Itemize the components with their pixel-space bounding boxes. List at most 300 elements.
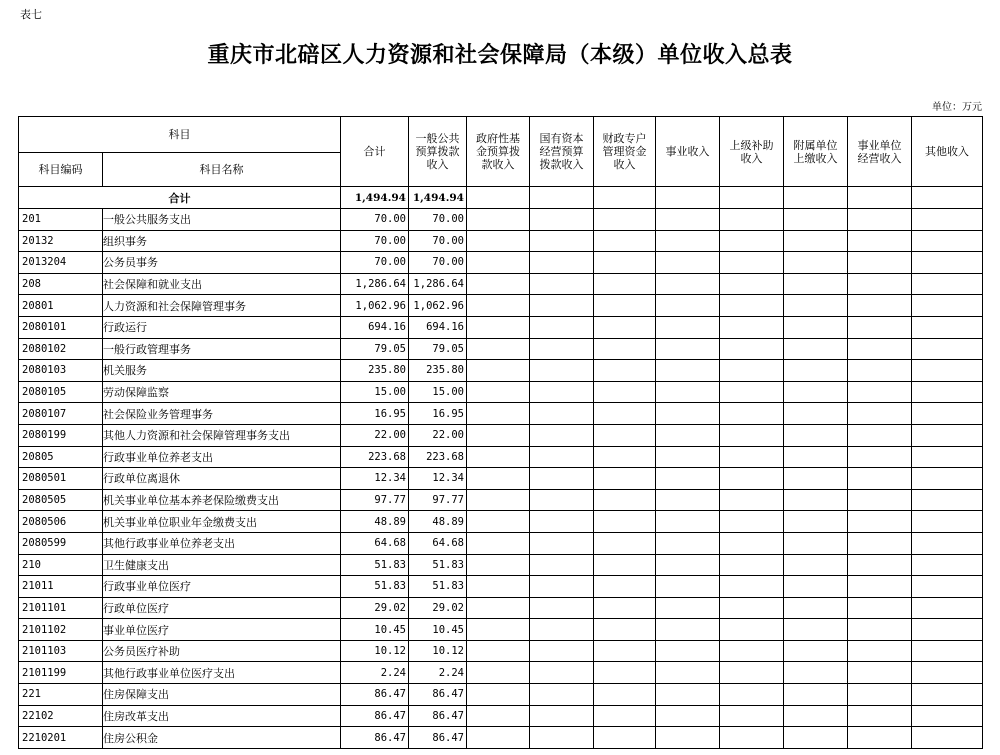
empty-cell <box>912 295 983 317</box>
empty-cell <box>720 532 784 554</box>
page-title: 重庆市北碚区人力资源和社会保障局（本级）单位收入总表 <box>207 42 793 68</box>
total-cell: 86.47 <box>341 684 409 706</box>
subject-code-cell: 201 <box>19 209 103 231</box>
empty-cell <box>594 511 656 533</box>
table-row <box>19 511 983 533</box>
empty-cell <box>594 662 656 684</box>
empty-cell <box>594 576 656 598</box>
empty-cell <box>594 360 656 382</box>
subject-code-cell: 2080599 <box>19 532 103 554</box>
empty-cell <box>720 403 784 425</box>
empty-cell <box>784 705 848 727</box>
header-affiliated-turnover: 附属单位上缴收入 <box>784 117 848 187</box>
table-row <box>19 705 983 727</box>
empty-cell <box>912 619 983 641</box>
empty-cell <box>656 511 720 533</box>
empty-cell <box>848 273 912 295</box>
total-cell: 10.12 <box>341 640 409 662</box>
empty-cell <box>530 597 594 619</box>
total-cell: 64.68 <box>341 532 409 554</box>
empty-cell <box>530 403 594 425</box>
empty-cell <box>848 295 912 317</box>
empty-cell <box>784 252 848 274</box>
subject-name-cell: 住房保障支出 <box>103 684 341 706</box>
general-budget-cell: 1,286.64 <box>409 273 467 295</box>
empty-cell <box>594 684 656 706</box>
empty-cell <box>656 532 720 554</box>
empty-cell <box>656 230 720 252</box>
general-budget-cell: 70.00 <box>409 230 467 252</box>
general-budget-cell: 51.83 <box>409 554 467 576</box>
header-subject-code: 科目编码 <box>19 153 103 187</box>
subject-code-cell: 2080107 <box>19 403 103 425</box>
empty-cell <box>848 230 912 252</box>
subject-code-cell: 22102 <box>19 705 103 727</box>
table-number-label: 表七 <box>20 8 42 21</box>
empty-cell <box>784 554 848 576</box>
empty-cell <box>784 424 848 446</box>
empty-cell <box>848 640 912 662</box>
empty-cell <box>784 684 848 706</box>
table-row <box>19 468 983 490</box>
subject-code-cell: 2080101 <box>19 316 103 338</box>
subject-code-cell: 2080102 <box>19 338 103 360</box>
subject-name-cell: 机关事业单位基本养老保险缴费支出 <box>103 489 341 511</box>
subject-code-cell: 2080105 <box>19 381 103 403</box>
empty-cell <box>912 424 983 446</box>
empty-cell <box>784 273 848 295</box>
subject-name-cell: 公务员事务 <box>103 252 341 274</box>
empty-cell <box>784 446 848 468</box>
total-cell: 10.45 <box>341 619 409 641</box>
subject-code-cell: 2080199 <box>19 424 103 446</box>
general-budget-cell: 29.02 <box>409 597 467 619</box>
total-cell: 223.68 <box>341 446 409 468</box>
empty-cell <box>784 597 848 619</box>
subject-name-cell: 机关事业单位职业年金缴费支出 <box>103 511 341 533</box>
subject-name-cell: 卫生健康支出 <box>103 554 341 576</box>
total-general-value: 1,494.94 <box>409 187 467 209</box>
total-cell: 12.34 <box>341 468 409 490</box>
general-budget-cell: 79.05 <box>409 338 467 360</box>
empty-cell <box>656 360 720 382</box>
empty-cell <box>848 705 912 727</box>
empty-cell <box>594 727 656 749</box>
subject-code-cell: 2101199 <box>19 662 103 684</box>
empty-cell <box>912 727 983 749</box>
empty-cell <box>530 295 594 317</box>
empty-cell <box>912 662 983 684</box>
empty-cell <box>656 403 720 425</box>
empty-cell <box>912 273 983 295</box>
general-budget-cell: 86.47 <box>409 705 467 727</box>
empty-cell <box>720 338 784 360</box>
general-budget-cell: 15.00 <box>409 381 467 403</box>
subject-code-cell: 2101103 <box>19 640 103 662</box>
table-row <box>19 684 983 706</box>
empty-cell <box>784 727 848 749</box>
empty-cell <box>467 295 530 317</box>
empty-cell <box>720 619 784 641</box>
empty-cell <box>656 662 720 684</box>
header-fiscal-special: 财政专户管理资金收入 <box>594 117 656 187</box>
empty-cell <box>720 446 784 468</box>
total-cell: 2.24 <box>341 662 409 684</box>
empty-cell <box>594 619 656 641</box>
empty-cell <box>467 209 530 231</box>
general-budget-cell: 12.34 <box>409 468 467 490</box>
empty-cell <box>530 727 594 749</box>
empty-cell <box>912 252 983 274</box>
empty-cell <box>530 230 594 252</box>
subject-code-cell: 2013204 <box>19 252 103 274</box>
empty-cell <box>467 424 530 446</box>
total-cell: 1,062.96 <box>341 295 409 317</box>
empty-cell <box>467 316 530 338</box>
total-label: 合计 <box>19 187 341 209</box>
empty-cell <box>720 684 784 706</box>
empty-cell <box>784 338 848 360</box>
subject-name-cell: 事业单位医疗 <box>103 619 341 641</box>
header-state-capital: 国有资本经营预算拨款收入 <box>530 117 594 187</box>
empty-cell <box>912 684 983 706</box>
general-budget-cell: 22.00 <box>409 424 467 446</box>
empty-cell <box>912 576 983 598</box>
empty-cell <box>467 230 530 252</box>
total-cell: 86.47 <box>341 727 409 749</box>
empty-cell <box>656 597 720 619</box>
table-row <box>19 252 983 274</box>
total-cell: 70.00 <box>341 230 409 252</box>
general-budget-cell: 235.80 <box>409 360 467 382</box>
subject-name-cell: 社会保险业务管理事务 <box>103 403 341 425</box>
total-cell: 79.05 <box>341 338 409 360</box>
empty-cell <box>784 662 848 684</box>
empty-cell <box>848 360 912 382</box>
table-row <box>19 576 983 598</box>
empty-cell <box>912 230 983 252</box>
empty-cell <box>530 662 594 684</box>
subject-name-cell: 行政运行 <box>103 316 341 338</box>
empty-cell <box>467 403 530 425</box>
empty-cell <box>530 489 594 511</box>
empty-cell <box>848 338 912 360</box>
general-budget-cell: 70.00 <box>409 209 467 231</box>
empty-cell <box>530 532 594 554</box>
empty-cell <box>720 554 784 576</box>
empty-cell <box>467 338 530 360</box>
empty-cell <box>848 252 912 274</box>
empty-cell <box>656 554 720 576</box>
empty-cell <box>912 446 983 468</box>
subject-code-cell: 208 <box>19 273 103 295</box>
empty-cell <box>912 489 983 511</box>
empty-cell <box>720 705 784 727</box>
empty-cell <box>594 705 656 727</box>
empty-cell <box>784 489 848 511</box>
header-other-income: 其他收入 <box>912 117 983 187</box>
empty-cell <box>530 554 594 576</box>
empty-cell <box>530 252 594 274</box>
empty-cell <box>912 316 983 338</box>
subject-name-cell: 人力资源和社会保障管理事务 <box>103 295 341 317</box>
empty-cell <box>912 338 983 360</box>
subject-name-cell: 其他人力资源和社会保障管理事务支出 <box>103 424 341 446</box>
empty-cell <box>912 532 983 554</box>
subject-name-cell: 行政单位医疗 <box>103 597 341 619</box>
general-budget-cell: 86.47 <box>409 727 467 749</box>
general-budget-cell: 223.68 <box>409 446 467 468</box>
empty-cell <box>720 511 784 533</box>
empty-cell <box>784 209 848 231</box>
empty-cell <box>594 489 656 511</box>
subject-code-cell: 221 <box>19 684 103 706</box>
subject-name-cell: 其他行政事业单位医疗支出 <box>103 662 341 684</box>
empty-cell <box>530 640 594 662</box>
empty-cell <box>530 446 594 468</box>
empty-cell <box>467 446 530 468</box>
empty-cell <box>467 252 530 274</box>
total-cell: 235.80 <box>341 360 409 382</box>
total-cell: 70.00 <box>341 252 409 274</box>
empty-cell <box>720 468 784 490</box>
table-row <box>19 446 983 468</box>
table-row <box>19 532 983 554</box>
empty-cell <box>467 662 530 684</box>
empty-cell <box>656 489 720 511</box>
subject-code-cell: 2080103 <box>19 360 103 382</box>
empty-cell <box>720 727 784 749</box>
total-cell: 29.02 <box>341 597 409 619</box>
empty-cell <box>656 424 720 446</box>
total-cell: 51.83 <box>341 554 409 576</box>
empty-cell <box>784 295 848 317</box>
income-summary-table <box>18 116 983 749</box>
empty-cell <box>594 273 656 295</box>
empty-cell <box>912 403 983 425</box>
empty-cell <box>467 273 530 295</box>
empty-cell <box>467 597 530 619</box>
empty-cell <box>656 316 720 338</box>
empty-cell <box>530 338 594 360</box>
empty-cell <box>720 360 784 382</box>
empty-cell <box>848 662 912 684</box>
empty-cell <box>530 424 594 446</box>
empty-cell <box>784 640 848 662</box>
empty-cell <box>848 316 912 338</box>
empty-cell <box>784 511 848 533</box>
general-budget-cell: 97.77 <box>409 489 467 511</box>
total-cell: 694.16 <box>341 316 409 338</box>
empty-cell <box>848 209 912 231</box>
subject-name-cell: 行政事业单位医疗 <box>103 576 341 598</box>
table-row <box>19 403 983 425</box>
empty-cell <box>912 511 983 533</box>
empty-cell <box>784 360 848 382</box>
empty-cell <box>656 640 720 662</box>
subject-code-cell: 20132 <box>19 230 103 252</box>
subject-code-cell: 21011 <box>19 576 103 598</box>
total-cell: 86.47 <box>341 705 409 727</box>
table-row <box>19 381 983 403</box>
empty-cell <box>656 468 720 490</box>
subject-name-cell: 行政单位离退休 <box>103 468 341 490</box>
empty-cell <box>467 684 530 706</box>
empty-cell <box>530 468 594 490</box>
empty-cell <box>467 727 530 749</box>
total-cell: 51.83 <box>341 576 409 598</box>
total-value: 1,494.94 <box>341 187 409 209</box>
empty-cell <box>848 424 912 446</box>
general-budget-cell: 2.24 <box>409 662 467 684</box>
table-row <box>19 273 983 295</box>
table-header <box>19 117 983 187</box>
total-cell: 48.89 <box>341 511 409 533</box>
header-total: 合计 <box>341 117 409 187</box>
empty-cell <box>784 381 848 403</box>
empty-cell <box>720 640 784 662</box>
empty-cell <box>848 381 912 403</box>
empty-cell <box>530 273 594 295</box>
empty-cell <box>784 619 848 641</box>
empty-cell <box>467 489 530 511</box>
empty-cell <box>720 576 784 598</box>
subject-code-cell: 2101101 <box>19 597 103 619</box>
empty-cell <box>594 252 656 274</box>
table-row <box>19 360 983 382</box>
table-row <box>19 619 983 641</box>
total-cell: 97.77 <box>341 489 409 511</box>
table-row <box>19 295 983 317</box>
general-budget-cell: 694.16 <box>409 316 467 338</box>
empty-cell <box>594 424 656 446</box>
empty-cell <box>467 468 530 490</box>
table-row <box>19 727 983 749</box>
table-row <box>19 338 983 360</box>
empty-cell <box>912 468 983 490</box>
empty-cell <box>848 403 912 425</box>
general-budget-cell: 64.68 <box>409 532 467 554</box>
empty-cell <box>848 727 912 749</box>
empty-cell <box>912 209 983 231</box>
subject-code-cell: 2080505 <box>19 489 103 511</box>
empty-cell <box>467 619 530 641</box>
empty-cell <box>594 554 656 576</box>
subject-name-cell: 行政事业单位养老支出 <box>103 446 341 468</box>
subject-code-cell: 20801 <box>19 295 103 317</box>
empty-cell <box>594 640 656 662</box>
empty-cell <box>467 554 530 576</box>
empty-cell <box>656 705 720 727</box>
empty-cell <box>594 209 656 231</box>
subject-name-cell: 组织事务 <box>103 230 341 252</box>
header-general-budget: 一般公共预算拨款收入 <box>409 117 467 187</box>
header-superior-subsidy: 上级补助收入 <box>720 117 784 187</box>
subject-name-cell: 住房改革支出 <box>103 705 341 727</box>
empty-cell <box>656 273 720 295</box>
empty-cell <box>467 705 530 727</box>
empty-cell <box>467 511 530 533</box>
empty-cell <box>467 360 530 382</box>
header-subject-name: 科目名称 <box>103 153 341 187</box>
general-budget-cell: 10.45 <box>409 619 467 641</box>
empty-cell <box>530 684 594 706</box>
empty-cell <box>656 576 720 598</box>
subject-code-cell: 2080501 <box>19 468 103 490</box>
header-subject: 科目 <box>19 117 341 153</box>
table-row <box>19 554 983 576</box>
empty-cell <box>594 230 656 252</box>
empty-cell <box>784 230 848 252</box>
general-budget-cell: 86.47 <box>409 684 467 706</box>
empty-cell <box>848 554 912 576</box>
empty-cell <box>720 381 784 403</box>
table-row <box>19 424 983 446</box>
empty-cell <box>720 597 784 619</box>
empty-cell <box>594 468 656 490</box>
total-row <box>19 187 983 209</box>
empty-cell <box>912 640 983 662</box>
table-body <box>19 187 983 749</box>
empty-cell <box>720 273 784 295</box>
empty-cell <box>594 403 656 425</box>
empty-cell <box>467 532 530 554</box>
subject-name-cell: 社会保障和就业支出 <box>103 273 341 295</box>
header-gov-fund: 政府性基金预算拨款收入 <box>467 117 530 187</box>
empty-cell <box>530 705 594 727</box>
subject-name-cell: 一般行政管理事务 <box>103 338 341 360</box>
empty-cell <box>467 576 530 598</box>
empty-cell <box>467 381 530 403</box>
empty-cell <box>784 403 848 425</box>
total-cell: 22.00 <box>341 424 409 446</box>
empty-cell <box>912 554 983 576</box>
empty-cell <box>594 597 656 619</box>
subject-name-cell: 机关服务 <box>103 360 341 382</box>
table-row <box>19 662 983 684</box>
empty-cell <box>656 727 720 749</box>
empty-cell <box>848 532 912 554</box>
header-operating-income: 事业单位经营收入 <box>848 117 912 187</box>
empty-cell <box>656 338 720 360</box>
empty-cell <box>720 295 784 317</box>
empty-cell <box>467 640 530 662</box>
empty-cell <box>594 532 656 554</box>
general-budget-cell: 16.95 <box>409 403 467 425</box>
table-row <box>19 230 983 252</box>
empty-cell <box>594 446 656 468</box>
empty-cell <box>720 316 784 338</box>
empty-cell <box>848 684 912 706</box>
empty-cell <box>784 468 848 490</box>
table-row <box>19 316 983 338</box>
subject-name-cell: 一般公共服务支出 <box>103 209 341 231</box>
empty-cell <box>530 360 594 382</box>
empty-cell <box>530 576 594 598</box>
subject-code-cell: 2210201 <box>19 727 103 749</box>
total-cell: 70.00 <box>341 209 409 231</box>
table-row <box>19 597 983 619</box>
empty-cell <box>720 662 784 684</box>
empty-cell <box>656 619 720 641</box>
general-budget-cell: 70.00 <box>409 252 467 274</box>
empty-cell <box>848 597 912 619</box>
subject-name-cell: 公务员医疗补助 <box>103 640 341 662</box>
subject-code-cell: 2080506 <box>19 511 103 533</box>
empty-cell <box>720 424 784 446</box>
empty-cell <box>784 532 848 554</box>
empty-cell <box>848 511 912 533</box>
